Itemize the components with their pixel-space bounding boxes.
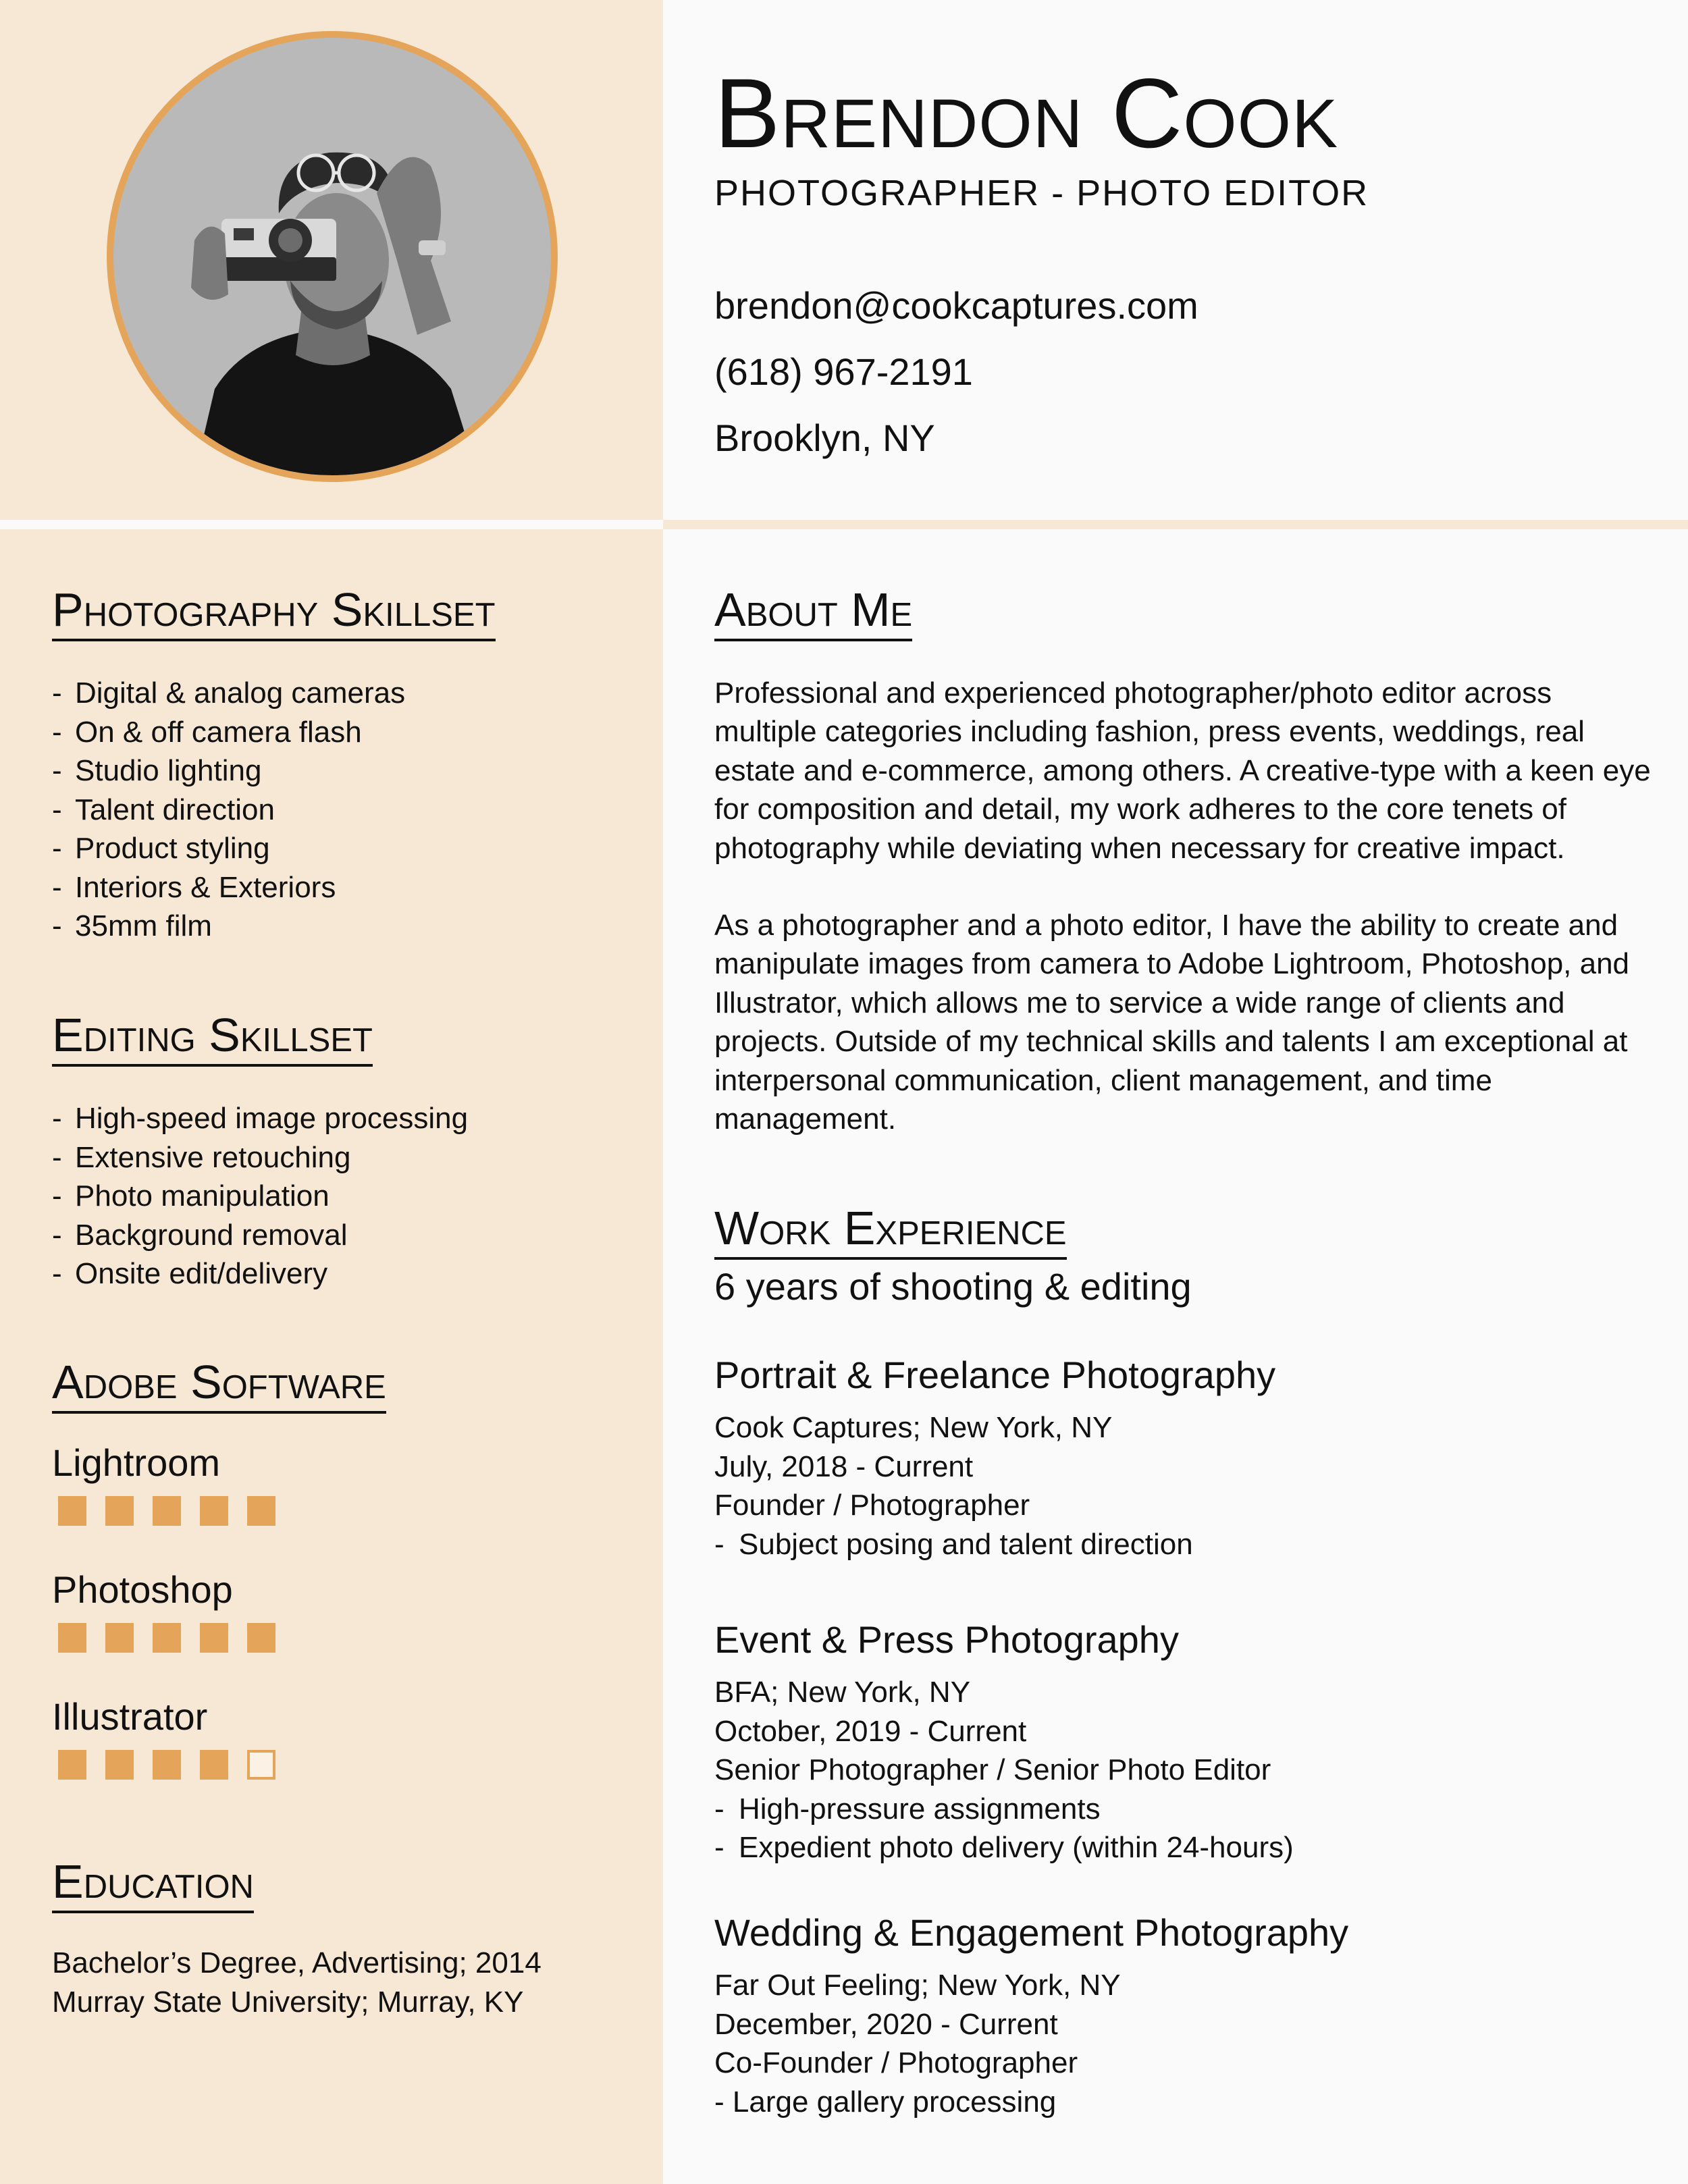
dash-icon: -	[714, 1527, 724, 1561]
software-name-photoshop: Photoshop	[52, 1568, 233, 1611]
dash-icon: -	[52, 1179, 62, 1213]
job-heading: Portrait & Freelance Photography	[714, 1354, 1276, 1396]
software-name-lightroom: Lightroom	[52, 1441, 221, 1484]
rating-filled-square-icon	[153, 1750, 181, 1780]
list-item: - Photo manipulation	[52, 1177, 468, 1216]
job-company: Far Out Feeling; New York, NY	[714, 1969, 1121, 2002]
job-role: Founder / Photographer	[714, 1489, 1030, 1522]
experience-summary: 6 years of shooting & editing	[714, 1265, 1192, 1308]
photography-skillset-list	[52, 674, 405, 946]
job-role: Senior Photographer / Senior Photo Editor	[714, 1753, 1271, 1786]
job-bullet: - Subject posing and talent direction	[714, 1525, 1193, 1564]
adobe-software-heading: Adobe Software	[52, 1358, 386, 1414]
dash-icon: -	[52, 1257, 62, 1290]
rating-filled-square-icon	[58, 1750, 86, 1780]
rating-filled-square-icon	[153, 1496, 181, 1526]
list-item: - Extensive retouching	[52, 1138, 468, 1177]
about-paragraph-1: Professional and experienced photographer/photo editor across multiple categories including fashion, press events, weddings, real estate and e-commerce, among others. A creative-type with a keen eye for composition and detail, my work adheres to the core tenets of photography while deviating when necessary for creative impact.	[714, 676, 1651, 865]
list-item: - Talent direction	[52, 791, 405, 830]
job-bullet: - Expedient photo delivery (within 24-hours)	[714, 1828, 1294, 1867]
dash-icon: -	[52, 1102, 62, 1135]
dash-icon: -	[52, 870, 62, 904]
dash-icon: -	[52, 909, 62, 942]
job-company: Cook Captures; New York, NY	[714, 1411, 1113, 1444]
education-heading: Education	[52, 1858, 254, 1913]
job-title: PHOTOGRAPHER - PHOTO EDITOR	[714, 173, 1369, 213]
list-item: - On & off camera flash	[52, 713, 405, 752]
dash-icon: -	[52, 676, 62, 710]
job-bullet: - High-pressure assignments	[714, 1790, 1294, 1829]
rating-filled-square-icon	[247, 1496, 275, 1526]
dash-icon: -	[52, 754, 62, 787]
job-bullet: - Large gallery processing	[714, 2085, 1057, 2119]
editing-skillset-heading: Editing Skillset	[52, 1011, 373, 1067]
list-item: - High-speed image processing	[52, 1099, 468, 1138]
rating-filled-square-icon	[58, 1496, 86, 1526]
rating-filled-square-icon	[200, 1623, 228, 1653]
job-dates: July, 2018 - Current	[714, 1449, 974, 1483]
rating-filled-square-icon	[200, 1496, 228, 1526]
dash-icon: -	[52, 793, 62, 826]
rating-empty-square-icon	[247, 1750, 275, 1780]
phone-number[interactable]: (618) 967-2191	[714, 350, 973, 393]
education-details	[52, 1944, 542, 2022]
list-item: - 35mm film	[52, 907, 405, 946]
dash-icon: -	[52, 832, 62, 865]
dash-icon: -	[714, 1831, 724, 1864]
rating-filled-square-icon	[58, 1623, 86, 1653]
job-details	[714, 1408, 1193, 1564]
rating-filled-square-icon	[153, 1623, 181, 1653]
dash-icon: -	[52, 1140, 62, 1174]
list-item: - Background removal	[52, 1216, 468, 1255]
profile-photo	[107, 31, 558, 482]
photography-skillset-heading: Photography Skillset	[52, 586, 496, 641]
list-item: - Product styling	[52, 829, 405, 868]
job-role: Co-Founder / Photographer	[714, 2046, 1078, 2079]
rating-filled-square-icon	[105, 1623, 134, 1653]
rating-filled-square-icon	[105, 1750, 134, 1780]
software-name-illustrator: Illustrator	[52, 1695, 208, 1738]
job-details	[714, 1673, 1294, 1867]
job-details	[714, 1966, 1121, 2121]
about-me-heading: About Me	[714, 586, 912, 641]
job-company: BFA; New York, NY	[714, 1676, 971, 1709]
list-item: - Interiors & Exteriors	[52, 868, 405, 907]
dash-icon: -	[52, 1218, 62, 1252]
dash-icon: -	[714, 1792, 724, 1826]
dash-icon: -	[52, 715, 62, 749]
about-paragraph-2: As a photographer and a photo editor, I have the ability to create and manipulate images from camera to Adobe Lightroom, Photoshop, and Illustrator, which allows me to service a wide range of clients and projects. Outside of my technical skills and talents I am exceptional at interpersonal communication, client management, and time management.	[714, 909, 1630, 1136]
divider	[663, 520, 1688, 529]
list-item: - Studio lighting	[52, 751, 405, 791]
job-dates: December, 2020 - Current	[714, 2007, 1058, 2041]
job-dates: October, 2019 - Current	[714, 1714, 1027, 1748]
rating-filled-square-icon	[105, 1496, 134, 1526]
rating-filled-square-icon	[200, 1750, 228, 1780]
school: Murray State University; Murray, KY	[52, 1986, 524, 2019]
work-experience-heading: Work Experience	[714, 1204, 1067, 1260]
list-item: - Digital & analog cameras	[52, 674, 405, 713]
location: Brooklyn, NY	[714, 417, 935, 459]
dash-icon: -	[714, 2085, 724, 2119]
editing-skillset-list	[52, 1099, 468, 1294]
degree: Bachelor’s Degree, Advertising; 2014	[52, 1946, 542, 1979]
divider	[0, 520, 663, 529]
job-heading: Event & Press Photography	[714, 1618, 1179, 1661]
email-address[interactable]: brendon@cookcaptures.com	[714, 284, 1198, 327]
job-heading: Wedding & Engagement Photography	[714, 1911, 1349, 1954]
person-name: Brendon Cook	[714, 58, 1339, 168]
rating-filled-square-icon	[247, 1623, 275, 1653]
photographer-portrait-image	[113, 38, 551, 475]
list-item: - Onsite edit/delivery	[52, 1254, 468, 1294]
